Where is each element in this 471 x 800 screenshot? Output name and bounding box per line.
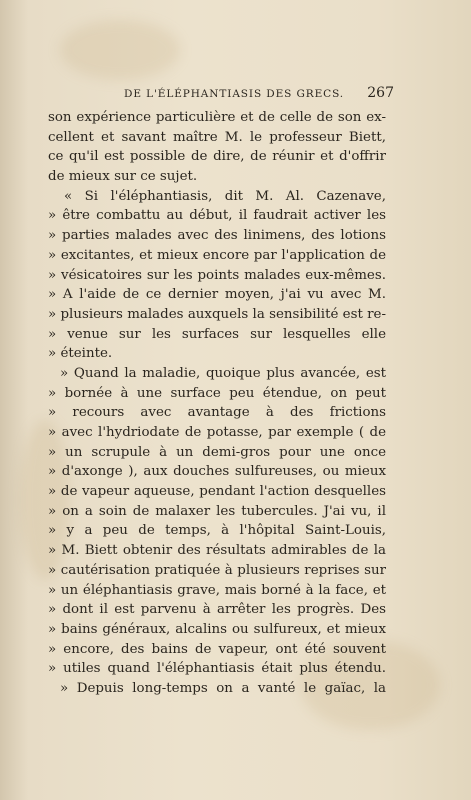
body-text bbox=[48, 108, 386, 699]
text-line: » A l'aide de ce dernier moyen, j'ai vu avec M. bbox=[48, 287, 386, 303]
text-line: » être combattu au début, il faudrait activer les bbox=[48, 208, 386, 224]
page-number: 267 bbox=[367, 85, 394, 101]
text-line: » Quand la maladie, quoique plus avancée, est bbox=[60, 365, 386, 381]
text-line: » recours avec avantage à des frictions bbox=[48, 405, 386, 421]
text-line: » dont il est parvenu à arrêter les progrès. Des bbox=[48, 602, 386, 618]
text-line: » excitantes, et mieux encore par l'application de bbox=[48, 247, 386, 263]
text-line: « Si l'éléphantiasis, dit M. Al. Cazenave, bbox=[64, 188, 386, 204]
text-line: ce qu'il est possible de dire, de réunir et d'offrir bbox=[48, 149, 386, 165]
page-header bbox=[124, 85, 394, 103]
text-line: » plusieurs malades auxquels la sensibilité est re- bbox=[48, 306, 386, 322]
text-line: » bains généraux, alcalins ou sulfureux, et mieux bbox=[48, 621, 386, 637]
text-line: » Depuis long-temps on a vanté le gaïac, la bbox=[60, 680, 386, 696]
text-line: » un scrupule à un demi-gros pour une once bbox=[48, 444, 386, 460]
text-line: » venue sur les surfaces sur lesquelles elle bbox=[48, 326, 386, 342]
text-line: » d'axonge ), aux douches sulfureuses, ou mieux bbox=[48, 464, 386, 480]
text-line: » y a peu de temps, à l'hôpital Saint-Louis, bbox=[48, 523, 386, 539]
text-line: de mieux sur ce sujet. bbox=[48, 169, 198, 185]
text-line: » cautérisation pratiquée à plusieurs reprises sur bbox=[48, 562, 386, 578]
text-line: » encore, des bains de vapeur, ont été souvent bbox=[48, 641, 386, 657]
text-line: cellent et savant maître M. le professeur Biett, bbox=[48, 129, 386, 145]
text-line: » parties malades avec des linimens, des lotions bbox=[48, 228, 386, 244]
text-line: » utiles quand l'éléphantiasis était plus étendu. bbox=[48, 661, 386, 677]
text-line: » avec l'hydriodate de potasse, par exemple ( de bbox=[48, 425, 386, 440]
text-line: » de vapeur aqueuse, pendant l'action desquelles bbox=[48, 484, 386, 500]
running-title: DE L'ÉLÉPHANTIASIS DES GRECS. bbox=[124, 88, 345, 100]
text-line: son expérience particulière et de celle de son ex- bbox=[48, 110, 386, 125]
text-line: » un éléphantiasis grave, mais borné à la face, et bbox=[48, 582, 386, 598]
text-line: » vésicatoires sur les points malades eux-mêmes. bbox=[48, 267, 386, 283]
text-line: » on a soin de malaxer les tubercules. J'ai vu, il bbox=[48, 503, 386, 519]
text-line: » M. Biett obtenir des résultats admirables de la bbox=[48, 543, 386, 559]
text-line: » bornée à une surface peu étendue, on peut bbox=[48, 385, 386, 401]
text-line: » éteinte. bbox=[48, 346, 113, 362]
